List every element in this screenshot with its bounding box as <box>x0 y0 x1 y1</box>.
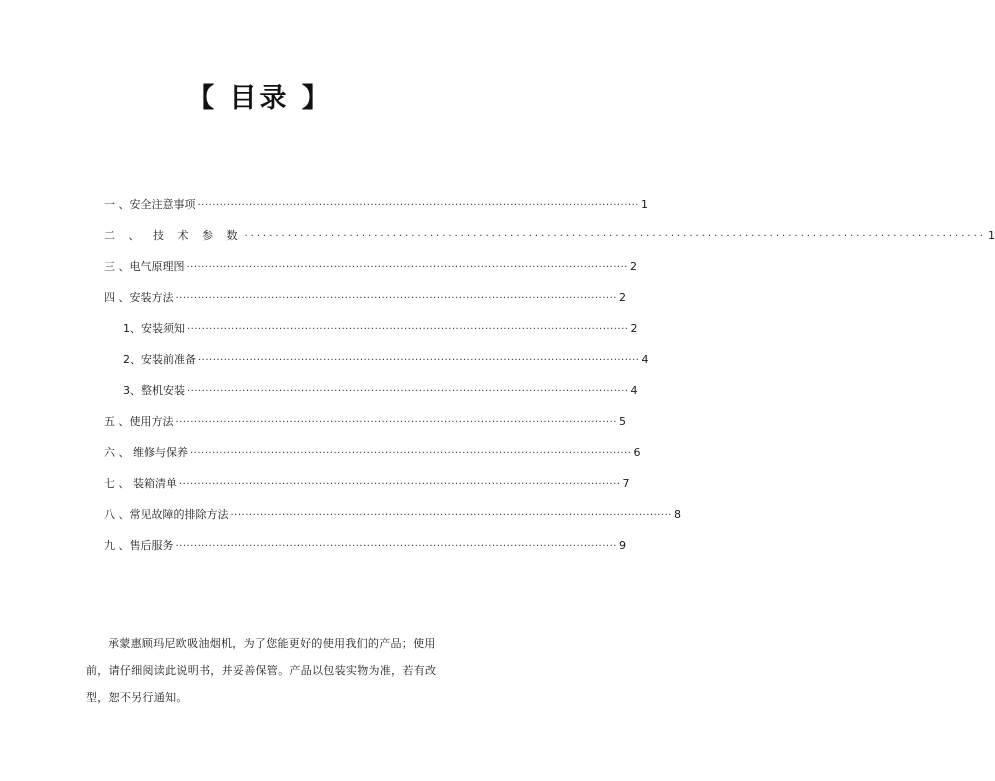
toc-entry-label: 一 、安全注意事项 <box>104 198 196 211</box>
notice-paragraph: 承蒙惠顾玛尼欧吸油烟机，为了您能更好的使用我们的产品；使用前，请仔细阅读此说明书，并妥善保管。产品以包装实物为准，若有改型，恕不另行通知。 <box>86 637 437 704</box>
toc-entry <box>104 258 637 289</box>
toc-dot-leader: ························································································································ <box>197 200 639 211</box>
toc-page-number: 2 <box>630 322 638 335</box>
toc-entry-label: 九 、售后服务 <box>104 539 174 552</box>
toc-page-number: 2 <box>629 260 637 273</box>
toc-entry <box>104 537 626 568</box>
toc-page-number: 5 <box>618 415 626 428</box>
toc-dot-leader: ························································································································ <box>179 479 621 490</box>
toc-dot-leader: ························································································································ <box>175 417 617 428</box>
toc-entry <box>104 227 995 258</box>
toc-entry <box>104 444 641 475</box>
toc-page-number: 4 <box>641 353 649 366</box>
toc-entry <box>104 475 630 506</box>
toc-page-number: 8 <box>673 508 681 521</box>
toc-entry-label: 六 、 维修与保养 <box>104 446 188 459</box>
toc-entry-label: 五 、使用方法 <box>104 415 174 428</box>
toc-entry <box>104 351 649 382</box>
toc-page-number: 9 <box>618 539 626 552</box>
toc-page-number: 1 <box>640 198 648 211</box>
toc-page-number: 2 <box>618 291 626 304</box>
toc-page-number: 7 <box>622 477 630 490</box>
toc-entry <box>104 196 648 227</box>
toc-entry-label: 3、整机安装 <box>123 384 185 397</box>
toc-dot-leader: ························································································································ <box>186 262 628 273</box>
toc-dot-leader: ························································································································ <box>187 324 629 335</box>
toc-dot-leader: ························································································································ <box>187 386 629 397</box>
toc-entry <box>104 289 626 320</box>
toc-entry <box>104 506 681 537</box>
toc-entry-label: 四 、安装方法 <box>104 291 174 304</box>
toc-dot-leader: ························································································································ <box>198 355 640 366</box>
toc-entry-label: 三 、电气原理图 <box>104 260 185 273</box>
toc-entry-label: 1、安装须知 <box>123 322 185 335</box>
toc-entry-label: 七 、 装箱清单 <box>104 477 177 490</box>
toc-entry <box>104 320 638 351</box>
page-title: 【 目录 】 <box>187 83 332 114</box>
toc-entry-label: 八 、常见故障的排除方法 <box>104 508 229 521</box>
toc-dot-leader: ························································································································ <box>190 448 632 459</box>
toc-page-number: 1 <box>987 229 995 242</box>
toc-entry <box>104 413 626 444</box>
toc-entry-label: 二 、 技 术 参 数 <box>104 229 243 242</box>
toc-dot-leader: ························································································································ <box>230 510 672 521</box>
toc-dot-leader: ························································································································ <box>175 293 617 304</box>
table-of-contents <box>104 196 995 568</box>
toc-dot-leader: ························································································································ <box>175 541 617 552</box>
toc-entry <box>104 382 638 413</box>
toc-page-number: 6 <box>633 446 641 459</box>
toc-dot-leader: ························································································································ <box>244 231 986 242</box>
toc-entry-label: 2、安装前准备 <box>123 353 196 366</box>
toc-page-number: 4 <box>630 384 638 397</box>
